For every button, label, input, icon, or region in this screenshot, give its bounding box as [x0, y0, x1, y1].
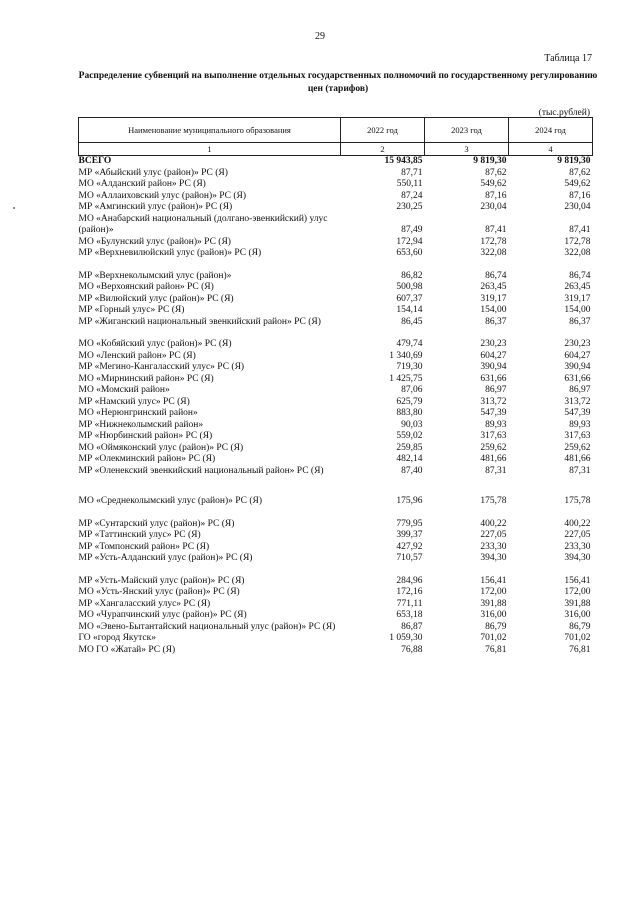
value-2023: 394,30 — [480, 553, 507, 563]
value-2022: 87,49 — [401, 225, 423, 235]
value-2022: 779,95 — [396, 518, 423, 529]
value-2023: 230,23 — [480, 339, 507, 349]
value-2023: 313,72 — [480, 396, 507, 407]
value-2023: 316,00 — [480, 610, 507, 620]
table-row — [79, 408, 593, 420]
value-2022: 500,98 — [396, 282, 423, 292]
municipality-name: МР «Амгинский улус (район)» РС (Я) — [78, 202, 233, 212]
value-2024: 86,97 — [569, 385, 591, 395]
header-2022: 2022 год — [341, 118, 425, 143]
table-row — [79, 317, 593, 329]
table-row — [79, 530, 593, 542]
total-2023: 9 819,30 — [473, 156, 507, 166]
value-2023: 86,74 — [485, 270, 507, 281]
table-row — [79, 237, 593, 249]
municipality-name: МР «Томпонский район» РС (Я) — [78, 541, 210, 552]
value-2022: 625,79 — [396, 396, 423, 407]
table-row — [79, 431, 593, 443]
value-2022: 284,96 — [396, 575, 423, 586]
table-row — [79, 339, 593, 351]
municipality-name: МО «Эвено-Бытантайский национальный улус (район)» РС (Я) — [78, 621, 336, 632]
document-title: Распределение субвенций на выполнение отдельных государственных полномочий по государственному регулированию цен (тарифов) — [78, 71, 598, 94]
value-2024: 230,23 — [564, 339, 591, 349]
value-2024: 156,41 — [564, 575, 591, 586]
table-row — [79, 248, 593, 260]
municipality-name: МР «Хангаласский улус» РС (Я) — [78, 598, 211, 609]
total-label: ВСЕГО — [78, 156, 112, 166]
value-2023: 172,00 — [480, 587, 507, 597]
table-row — [79, 466, 593, 478]
value-2023: 481,66 — [480, 454, 507, 464]
value-2023: 172,78 — [480, 236, 507, 247]
scan-speck — [13, 207, 15, 209]
municipality-name: МО «Алданский район» РС (Я) — [78, 179, 206, 189]
value-2023: 259,62 — [480, 442, 507, 453]
value-2024: 259,62 — [564, 442, 591, 453]
total-row — [79, 156, 593, 168]
municipality-name: МР «Вилюйский улус (район)» РС (Я) — [78, 293, 234, 304]
table-row — [79, 519, 593, 531]
table-row — [79, 633, 593, 645]
spacer-row — [79, 508, 593, 519]
municipality-name: МР «Таттинский улус» РС (Я) — [78, 530, 201, 540]
value-2022: 1 425,75 — [389, 373, 423, 384]
value-2023: 175,78 — [480, 496, 507, 506]
value-2024: 391,88 — [564, 598, 591, 609]
table-row — [79, 374, 593, 386]
value-2024: 263,45 — [564, 282, 591, 292]
table-row — [79, 294, 593, 306]
value-2022: 87,71 — [401, 167, 423, 178]
spacer-row — [79, 328, 593, 339]
value-2024: 316,00 — [564, 610, 591, 620]
value-2022: 76,88 — [401, 644, 423, 655]
column-number: 1 — [79, 143, 341, 156]
value-2024: 230,04 — [564, 202, 591, 212]
table-row — [79, 362, 593, 374]
table-row — [79, 622, 593, 634]
value-2022: 550,11 — [396, 179, 423, 189]
value-2022: 87,24 — [401, 190, 423, 201]
value-2024: 631,66 — [564, 373, 591, 384]
municipality-name: МО «Булунский улус (район)» РС (Я) — [78, 236, 231, 247]
table-row — [79, 202, 593, 214]
value-2023: 631,66 — [480, 373, 507, 384]
value-2023: 87,31 — [485, 465, 507, 476]
table-row — [79, 443, 593, 455]
value-2023: 400,22 — [480, 518, 507, 529]
municipality-name: МР «Усть-Майский улус (район)» РС (Я) — [78, 575, 245, 586]
table-row — [79, 587, 593, 599]
total-2022: 15 943,85 — [384, 156, 423, 166]
table-header — [79, 118, 593, 156]
header-row — [79, 118, 593, 143]
value-2022: 87,40 — [401, 465, 423, 476]
table-body — [79, 156, 593, 657]
value-2023: 156,41 — [480, 575, 507, 586]
header-2024: 2024 год — [509, 118, 593, 143]
value-2024: 233,30 — [564, 541, 591, 552]
value-2024: 390,94 — [564, 362, 591, 372]
value-2022: 1 059,30 — [389, 633, 423, 643]
value-2024: 87,62 — [569, 167, 591, 178]
value-2024: 175,78 — [564, 496, 591, 506]
spacer-cell — [79, 328, 593, 339]
municipality-name: МР «Усть-Алданский улус (район)» РС (Я) — [78, 553, 253, 563]
value-2023: 322,08 — [480, 248, 507, 258]
municipality-name: МО «Кобяйский улус (район)» РС (Я) — [78, 339, 232, 349]
value-2024: 227,05 — [564, 530, 591, 540]
municipality-name: МР «Горный улус» РС (Я) — [78, 305, 185, 315]
value-2022: 86,87 — [401, 621, 423, 632]
value-2023: 233,30 — [480, 541, 507, 552]
table-row — [79, 351, 593, 363]
value-2022: 559,02 — [396, 431, 423, 441]
value-2023: 87,62 — [485, 167, 507, 178]
table-row — [79, 645, 593, 657]
table-row — [79, 553, 593, 565]
municipality-name: МР «Олекминский район» РС (Я) — [78, 454, 216, 464]
value-2024: 317,63 — [564, 431, 591, 441]
municipality-name: МО «Мирнинский район» РС (Я) — [78, 373, 214, 384]
municipality-name: МО «Среднеколымский улус (район)» РС (Я) — [78, 496, 263, 506]
spacer-cell — [79, 260, 593, 271]
municipality-name: МО «Момский район» — [78, 385, 170, 395]
value-2023: 317,63 — [480, 431, 507, 441]
table-row — [79, 385, 593, 397]
value-2024: 87,41 — [569, 225, 591, 235]
value-2023: 604,27 — [480, 350, 507, 361]
municipality-name: МР «Оленекский эвенкийский национальный район» РС (Я) — [78, 465, 324, 476]
value-2023: 154,00 — [480, 305, 507, 315]
value-2024: 154,00 — [564, 305, 591, 315]
value-2022: 479,74 — [396, 339, 423, 349]
municipality-name: МО «Верхоянский район» РС (Я) — [78, 282, 214, 292]
spacer-cell — [79, 477, 593, 496]
value-2022: 175,96 — [396, 496, 423, 506]
value-2024: 604,27 — [564, 350, 591, 361]
table-row — [79, 397, 593, 409]
municipality-name: МО «Оймяконский улус (район)» РС (Я) — [78, 442, 244, 453]
value-2024: 481,66 — [564, 454, 591, 464]
municipality-name: МО «Нерюнгринский район» — [78, 408, 198, 418]
table-row — [79, 214, 593, 237]
value-2022: 1 340,69 — [389, 350, 423, 361]
table-row — [79, 610, 593, 622]
value-2023: 87,16 — [485, 190, 507, 201]
value-2023: 76,81 — [485, 644, 507, 655]
table-row — [79, 168, 593, 180]
spacer-row — [79, 260, 593, 271]
table-row — [79, 271, 593, 283]
value-2024: 549,62 — [564, 179, 591, 189]
value-2022: 259,85 — [396, 442, 423, 453]
table-row — [79, 191, 593, 203]
value-2023: 87,41 — [485, 225, 507, 235]
value-2024: 547,39 — [564, 408, 591, 418]
value-2023: 390,94 — [480, 362, 507, 372]
municipality-name: МО ГО «Жатай» РС (Я) — [78, 644, 176, 655]
column-number: 3 — [425, 143, 509, 156]
table-row — [79, 282, 593, 294]
value-2022: 230,25 — [396, 202, 423, 212]
value-2024: 319,17 — [564, 293, 591, 304]
value-2023: 547,39 — [480, 408, 507, 418]
value-2024: 701,02 — [564, 633, 591, 643]
subsidy-table-container — [78, 117, 592, 656]
header-municipality: Наименование муниципального образования — [79, 118, 341, 143]
value-2022: 172,94 — [396, 236, 423, 247]
municipality-name: МР «Верхнеколымский улус (район)» — [78, 270, 232, 281]
value-2023: 701,02 — [480, 633, 507, 643]
table-label: Таблица 17 — [544, 53, 592, 64]
municipality-name: МР «Абыйский улус (район)» РС (Я) — [78, 167, 228, 178]
spacer-row — [79, 565, 593, 576]
value-2023: 86,37 — [485, 316, 507, 327]
value-2022: 883,80 — [396, 408, 423, 418]
value-2024: 86,79 — [569, 621, 591, 632]
value-2022: 154,14 — [396, 305, 423, 315]
value-2022: 710,57 — [396, 553, 423, 563]
municipality-name: МО «Анабарский национальный (долгано-эвенкийский) улус (район)» — [78, 213, 328, 235]
table-row — [79, 454, 593, 466]
value-2023: 86,97 — [485, 385, 507, 395]
value-2024: 322,08 — [564, 248, 591, 258]
value-2024: 172,78 — [564, 236, 591, 247]
spacer-row — [79, 477, 593, 496]
value-2024: 89,93 — [569, 419, 591, 430]
value-2024: 172,00 — [564, 587, 591, 597]
value-2023: 391,88 — [480, 598, 507, 609]
value-2022: 653,18 — [396, 610, 423, 620]
column-number: 4 — [509, 143, 593, 156]
spacer-cell — [79, 565, 593, 576]
municipality-name: МР «Намский улус» РС (Я) — [78, 396, 190, 407]
municipality-name: МО «Ленский район» РС (Я) — [78, 350, 196, 361]
value-2022: 653,60 — [396, 248, 423, 258]
value-2022: 86,45 — [401, 316, 423, 327]
total-2024: 9 819,30 — [557, 156, 591, 166]
units-label: (тыс.рублей) — [538, 108, 590, 118]
municipality-name: МР «Нижнеколымский район» — [78, 419, 204, 430]
municipality-name: МР «Верхневилюйский улус (район)» РС (Я) — [78, 248, 262, 258]
value-2022: 427,92 — [396, 541, 423, 552]
municipality-name: ГО «город Якутск» — [78, 633, 157, 643]
value-2023: 263,45 — [480, 282, 507, 292]
table-row — [79, 420, 593, 432]
municipality-name: МР «Жиганский национальный эвенкийский район» РС (Я) — [78, 316, 321, 327]
value-2022: 172,16 — [396, 587, 423, 597]
column-number-row — [79, 143, 593, 156]
value-2024: 76,81 — [569, 644, 591, 655]
value-2022: 399,37 — [396, 530, 423, 540]
value-2024: 87,16 — [569, 190, 591, 201]
table-row — [79, 576, 593, 588]
municipality-name: МО «Усть-Янский улус (район)» РС (Я) — [78, 587, 240, 597]
value-2022: 771,11 — [396, 598, 423, 609]
table-row — [79, 496, 593, 508]
municipality-name: МО «Аллаиховский улус (район)» РС (Я) — [78, 190, 247, 201]
spacer-cell — [79, 508, 593, 519]
value-2023: 319,17 — [480, 293, 507, 304]
column-number: 2 — [341, 143, 425, 156]
table-row — [79, 542, 593, 554]
value-2024: 313,72 — [564, 396, 591, 407]
value-2022: 86,82 — [401, 270, 423, 281]
value-2024: 87,31 — [569, 465, 591, 476]
value-2023: 86,79 — [485, 621, 507, 632]
value-2022: 90,03 — [401, 419, 423, 430]
municipality-name: МР «Мегино-Кангаласский улус» РС (Я) — [78, 362, 245, 372]
value-2024: 86,74 — [569, 270, 591, 281]
table-row — [79, 305, 593, 317]
municipality-name: МО «Чурапчинский улус (район)» РС (Я) — [78, 610, 247, 620]
municipality-name: МР «Нюрбинский район» РС (Я) — [78, 431, 213, 441]
value-2023: 89,93 — [485, 419, 507, 430]
page-number: 29 — [315, 31, 325, 42]
value-2024: 394,30 — [564, 553, 591, 563]
value-2023: 230,04 — [480, 202, 507, 212]
table-row — [79, 179, 593, 191]
value-2023: 549,62 — [480, 179, 507, 189]
table-row — [79, 599, 593, 611]
subsidy-table — [78, 117, 593, 656]
value-2022: 719,30 — [396, 362, 423, 372]
municipality-name: МР «Сунтарский улус (район)» РС (Я) — [78, 518, 235, 529]
value-2022: 87,06 — [401, 385, 423, 395]
value-2023: 227,05 — [480, 530, 507, 540]
value-2022: 482,14 — [396, 454, 423, 464]
header-2023: 2023 год — [425, 118, 509, 143]
value-2024: 86,37 — [569, 316, 591, 327]
value-2022: 607,37 — [396, 293, 423, 304]
value-2024: 400,22 — [564, 518, 591, 529]
